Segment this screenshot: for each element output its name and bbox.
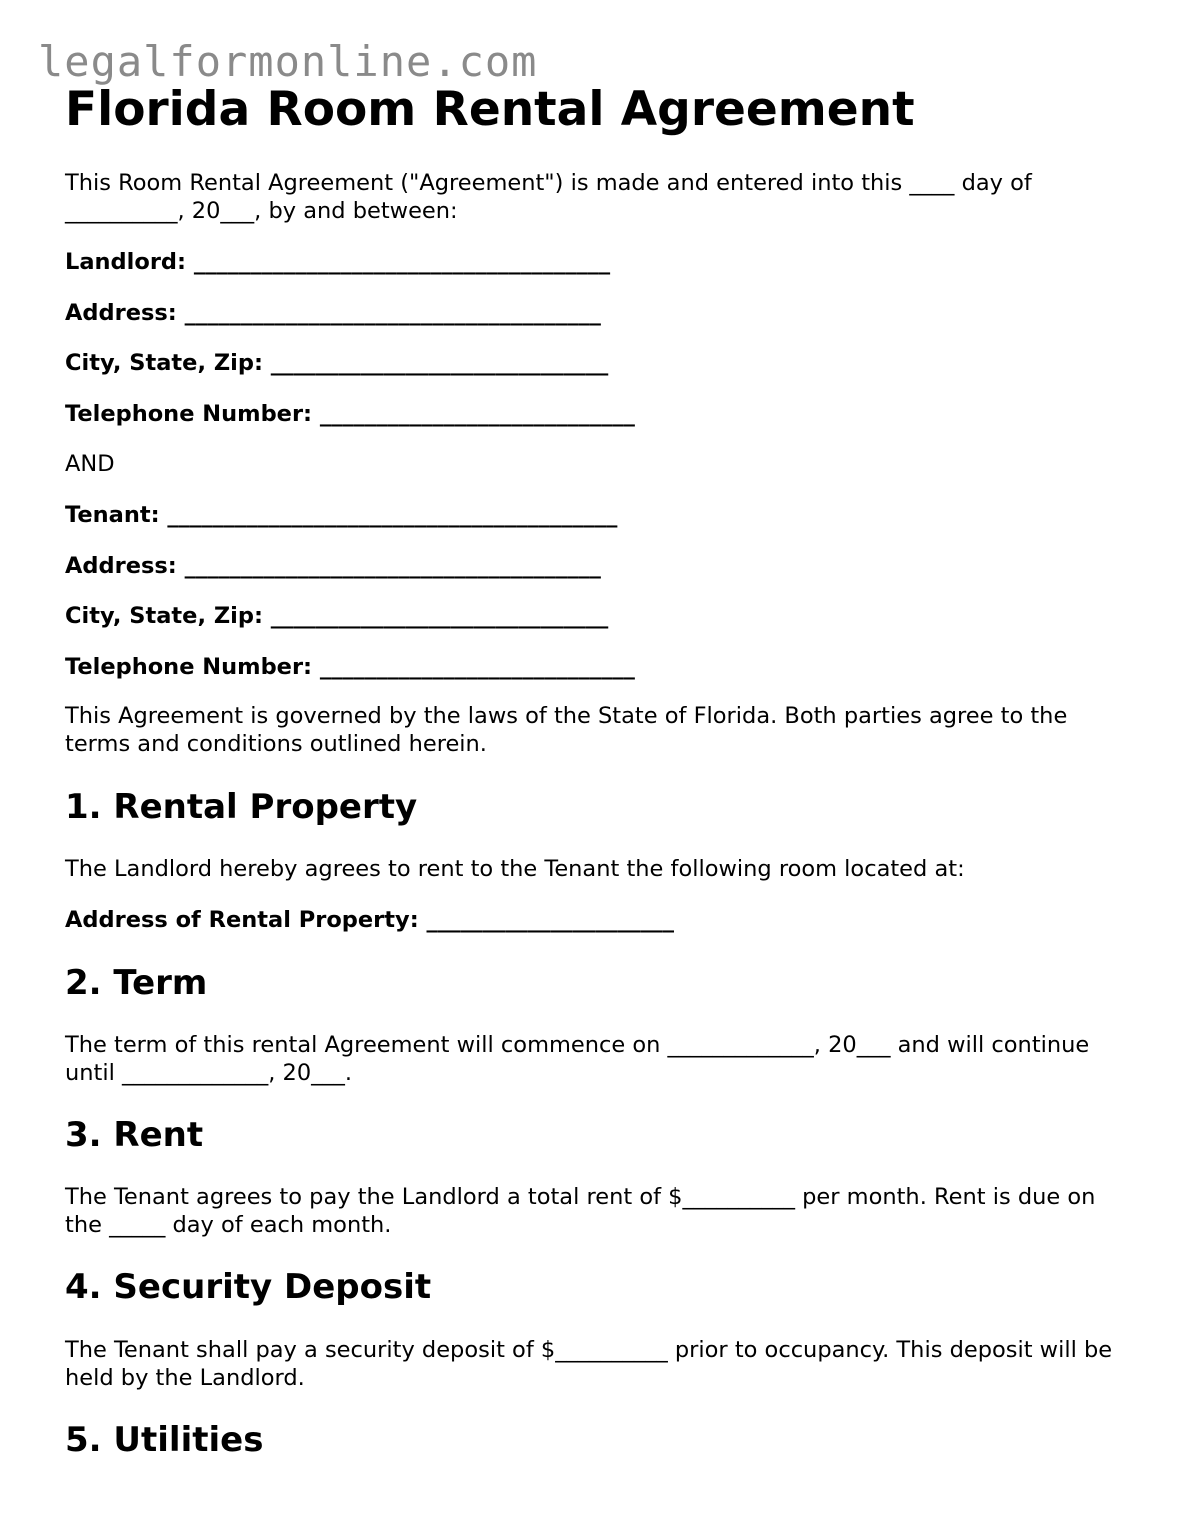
tenant-city-field: City, State, Zip: ______________________________	[65, 603, 609, 629]
section-heading-rental-property: 1. Rental Property	[65, 787, 418, 827]
landlord-address-field: Address: _____________________________________	[65, 300, 601, 326]
intro-paragraph: This Room Rental Agreement ("Agreement") is made and entered into this ____ day of __________, 20___, by and between:	[65, 170, 1032, 224]
and-label: AND	[65, 451, 115, 477]
rental-property-paragraph: The Landlord hereby agrees to rent to the Tenant the following room located at:	[65, 856, 965, 882]
tenant-address-field: Address: _____________________________________	[65, 553, 601, 579]
security-deposit-paragraph: The Tenant shall pay a security deposit of $__________ prior to occupancy. This deposit will be held by the Landlord.	[65, 1337, 1113, 1391]
watermark: legalformonline.com	[38, 37, 538, 86]
tenant-phone-field: Telephone Number: ____________________________	[65, 654, 635, 680]
section-heading-rent: 3. Rent	[65, 1115, 204, 1155]
governing-paragraph: This Agreement is governed by the laws of the State of Florida. Both parties agree to the terms and conditions outlined herein.	[65, 703, 1068, 757]
rental-property-address-field: Address of Rental Property: ______________________	[65, 907, 675, 933]
tenant-name-field: Tenant: ________________________________________	[65, 502, 618, 528]
section-heading-security-deposit: 4. Security Deposit	[65, 1267, 432, 1307]
section-heading-utilities: 5. Utilities	[65, 1420, 264, 1460]
landlord-phone-field: Telephone Number: ____________________________	[65, 401, 635, 427]
term-paragraph: The term of this rental Agreement will commence on _____________, 20___ and will continue until _____________, 20___.	[65, 1032, 1090, 1086]
landlord-name-field: Landlord: _____________________________________	[65, 249, 611, 275]
page-title: Florida Room Rental Agreement	[65, 82, 915, 137]
landlord-city-field: City, State, Zip: ______________________________	[65, 350, 609, 376]
rent-paragraph: The Tenant agrees to pay the Landlord a total rent of $__________ per month. Rent is due on the _____ day of each month.	[65, 1184, 1096, 1238]
section-heading-term: 2. Term	[65, 963, 208, 1003]
